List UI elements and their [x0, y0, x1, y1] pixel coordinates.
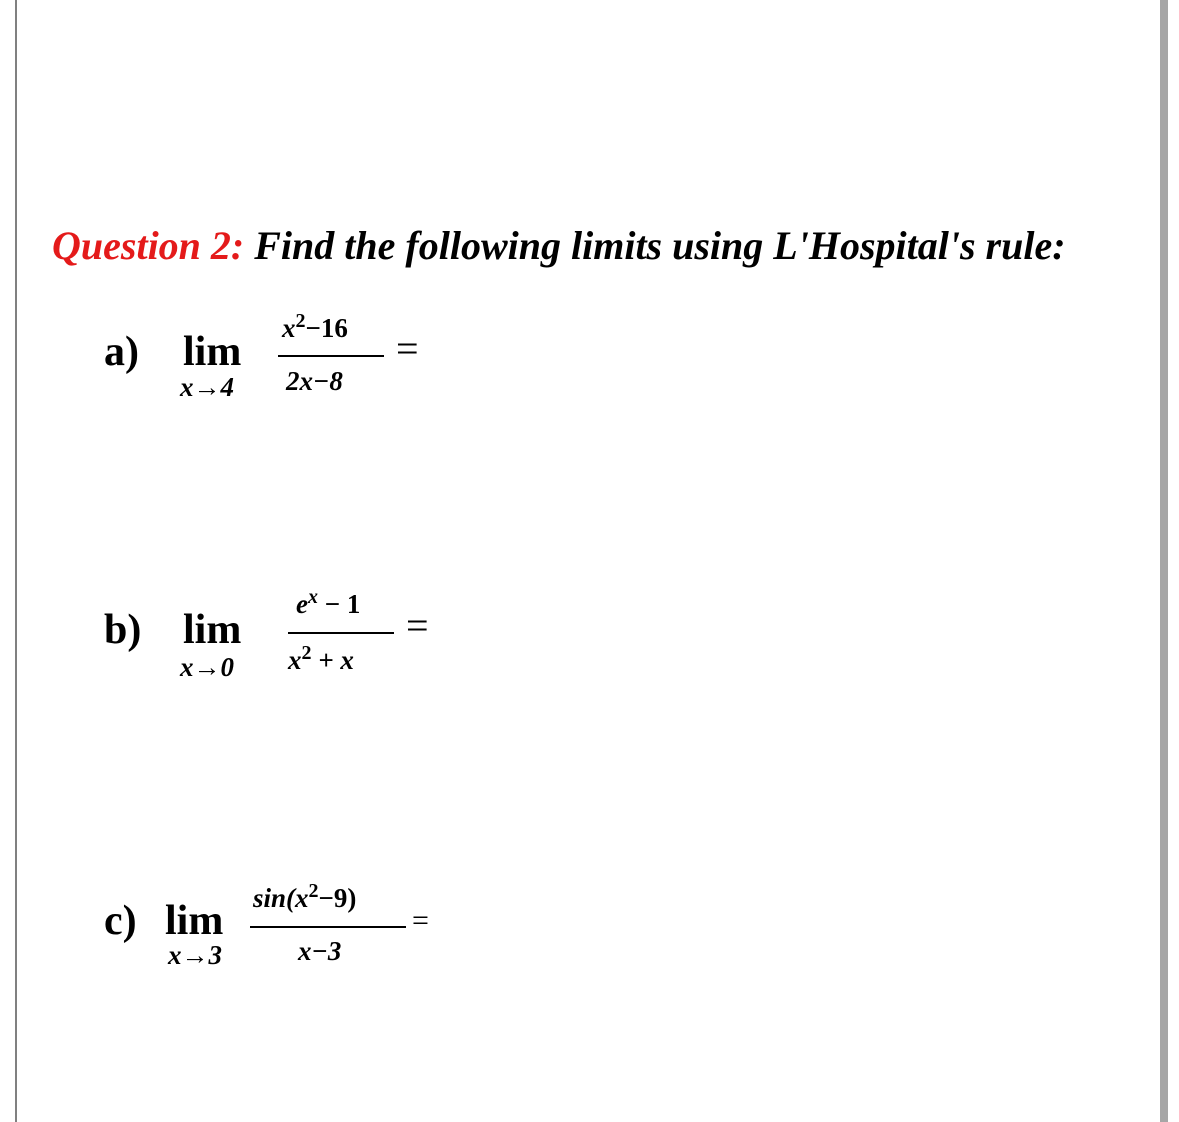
- numerator-rest: −16: [305, 313, 348, 343]
- denominator-exponent: 2: [301, 642, 312, 664]
- fraction-bar: [278, 355, 384, 357]
- numerator-base: e: [296, 589, 308, 619]
- numerator-exponent: 2: [295, 310, 306, 332]
- part-letter: a): [104, 329, 139, 375]
- limit-approach: x→3: [168, 940, 222, 970]
- fraction-numerator: [296, 586, 360, 620]
- limit-approach: x→4: [180, 372, 234, 402]
- denominator-base: x: [288, 645, 302, 675]
- equals-sign: =: [412, 904, 429, 937]
- numerator-exponent: 2: [308, 880, 319, 902]
- fraction-bar: [288, 632, 394, 634]
- fraction-denominator: x−3: [298, 936, 342, 966]
- equals-sign: =: [406, 603, 429, 648]
- lim-operator: lim: [183, 607, 242, 653]
- limit-approach: x→0: [180, 652, 234, 682]
- question-text: Find the following limits using L'Hospital's rule:: [254, 223, 1066, 268]
- lim-operator: lim: [165, 898, 224, 944]
- numerator-rest: −9): [318, 883, 357, 913]
- fraction-bar: [250, 926, 406, 928]
- fraction-numerator: [282, 310, 348, 344]
- question-heading: [52, 222, 1066, 269]
- numerator-exponent: x: [307, 586, 318, 608]
- equals-sign: =: [396, 326, 419, 371]
- fraction-numerator: [253, 880, 356, 914]
- numerator-base: x: [282, 313, 296, 343]
- lim-operator: lim: [183, 329, 242, 375]
- numerator-rest: − 1: [317, 589, 361, 619]
- left-margin-rule: [15, 0, 17, 1122]
- part-letter: c): [104, 898, 137, 944]
- part-letter: b): [104, 607, 142, 653]
- fraction-denominator: 2x−8: [286, 366, 343, 396]
- numerator-prefix: sin(x: [253, 883, 309, 913]
- fraction-denominator: [288, 642, 354, 676]
- right-scrollbar-strip: [1160, 0, 1168, 1122]
- denominator-rest: + x: [311, 645, 354, 675]
- question-label: Question 2:: [52, 223, 245, 268]
